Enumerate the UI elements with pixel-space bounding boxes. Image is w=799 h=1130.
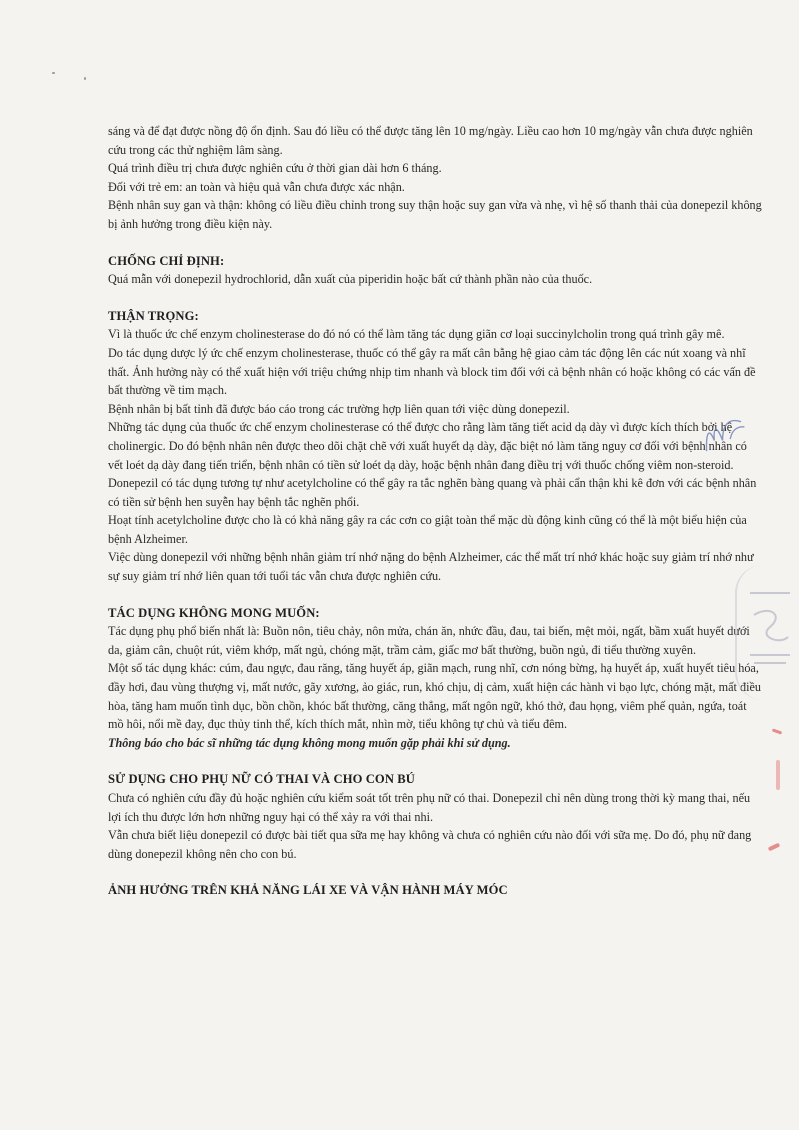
- section-heading-precautions: THẬN TRỌNG:: [108, 308, 199, 323]
- intro-paragraph: Đối với trẻ em: an toàn và hiệu quả vẫn chưa được xác nhận.: [108, 179, 405, 194]
- scan-speck: [84, 77, 86, 80]
- intro-paragraph: Bệnh nhân suy gan và thận: không có liều điều chỉnh trong suy thận hoặc suy gan vừa và nhẹ, vì hệ số thanh thải của donepezil không bị ảnh hưởng trong điều kiện này.: [108, 198, 762, 231]
- document-page: [108, 122, 763, 900]
- stamp-seal-icon: [740, 585, 796, 685]
- section-heading-pregnancy: SỬ DỤNG CHO PHỤ NỮ CÓ THAI VÀ CHO CON BÚ: [108, 772, 415, 787]
- precautions-paragraph: Donepezil có tác dụng tương tự như acetylcholine có thể gây ra tắc nghẽn bàng quang và phải cẩn thận khi kê đơn với các bệnh nhân có tiền sử bệnh hen suyễn hay bệnh tắc nghẽn phổi.: [108, 476, 757, 509]
- section-heading-side-effects: TÁC DỤNG KHÔNG MONG MUỐN:: [108, 605, 320, 620]
- section-heading-contraindications: CHỐNG CHỈ ĐỊNH:: [108, 253, 225, 268]
- red-stamp-fragment: [772, 728, 782, 734]
- intro-paragraph: Quá trình điều trị chưa được nghiên cứu ở thời gian dài hơn 6 tháng.: [108, 161, 442, 176]
- precautions-paragraph: Việc dùng donepezil với những bệnh nhân giảm trí nhớ nặng do bệnh Alzheimer, các thể mất trí nhớ khác hoặc suy giảm trí nhớ như sự suy giảm trí nhớ liên quan tới tuổi tác vẫn chưa được nghiên cứu.: [108, 550, 754, 584]
- side-effects-paragraph: Một số tác dụng khác: cúm, đau ngực, đau răng, tăng huyết áp, giãn mạch, rung nhĩ, cơn nóng bừng, hạ huyết áp, xuất huyết tiêu hóa, đầy hơi, đau vùng thượng vị, mất nước, gãy xương, ảo giác, run, khó chịu, dị cảm, xuất hiện các hành vi bạo lực, chóng mặt, mất điều hòa, tăng ham muốn tình dục, bồn chồn, khóc bất thường, căng thẳng, mất ngôn ngữ, khó thở, đau họng, viêm phế quản, ngứa, toát mồ hôi, nổi mề đay, đục thủy tinh thể, kích thích mắt, nhìn mờ, tiểu không tự chủ và tiểu đêm.: [108, 661, 761, 732]
- red-stamp-fragment: [776, 760, 780, 790]
- red-stamp-fragment: [768, 843, 781, 852]
- section-heading-driving: ẢNH HƯỞNG TRÊN KHẢ NĂNG LÁI XE VÀ VẬN HÀNH MÁY MÓC: [108, 883, 508, 898]
- side-effects-paragraph: Tác dụng phụ phổ biến nhất là: Buồn nôn, tiêu chảy, nôn mửa, chán ăn, nhức đầu, đau, tai biến, mệt mỏi, ngất, bầm xuất huyết dưới da, giảm cân, chuột rút, viêm khớp, mất ngủ, chóng mặt, trầm cảm, giấc mơ bất thường, buồn ngủ, đi tiểu thường xuyên.: [108, 624, 750, 657]
- pregnancy-paragraph: Chưa có nghiên cứu đầy đủ hoặc nghiên cứu kiểm soát tốt trên phụ nữ có thai. Donepezil chỉ nên dùng trong thời kỳ mang thai, nếu lợi ích thu được lớn hơn những nguy hại có thể xảy ra với thai nhi.: [108, 791, 751, 824]
- pregnancy-paragraph: Vẫn chưa biết liệu donepezil có được bài tiết qua sữa mẹ hay không và chưa có nghiên cứu nào đối với sữa mẹ. Do đó, phụ nữ đang dùng donepezil không nên cho con bú.: [108, 828, 752, 861]
- precautions-paragraph: Vì là thuốc ức chế enzym cholinesterase do đó nó có thể làm tăng tác dụng giãn cơ loại succinylcholin trong quá trình gây mê.: [108, 327, 725, 342]
- precautions-paragraph: Hoạt tính acetylcholine được cho là có khả năng gây ra các cơn co giật toàn thể mặc dù động kinh cũng có thể là một biểu hiện của bệnh Alzheimer.: [108, 513, 747, 546]
- precautions-paragraph: Những tác dụng của thuốc ức chế enzym cholinesterase có thể được cho rằng làm tăng tiết acid dạ dày vì được kích thích bởi hệ cholinergic. Do đó bệnh nhân nên được theo dõi chặt chẽ với xuất huyết dạ dày, đặc biệt nó làm tăng nguy cơ đối với bệnh nhân có vết loét dạ dày đang tiến triển, bệnh nhân có tiền sử loét dạ dày, hoặc bệnh nhân đang điều trị với thuốc chống viêm non-steroid.: [108, 420, 747, 472]
- scan-speck: [52, 72, 55, 74]
- contraindications-paragraph: Quá mẫn với donepezil hydrochlorid, dẫn xuất của piperidin hoặc bất cứ thành phần nào của thuốc.: [108, 272, 593, 287]
- intro-paragraph: sáng và để đạt được nồng độ ổn định. Sau đó liều có thể được tăng lên 10 mg/ngày. Liều cao hơn 10 mg/ngày vẫn chưa được nghiên cứu trong các thử nghiệm lâm sàng.: [108, 124, 753, 157]
- precautions-paragraph: Bệnh nhân bị bất tỉnh đã được báo cáo trong các trường hợp liên quan tới việc dùng donepezil.: [108, 401, 570, 416]
- side-effects-notice: Thông báo cho bác sĩ những tác dụng không mong muốn gặp phải khi sử dụng.: [108, 735, 511, 750]
- precautions-paragraph: Do tác dụng dược lý ức chế enzym cholinesterase, thuốc có thể gây ra mất cân bằng hệ giao cảm tác động lên các nút xoang và nhĩ thất. Ảnh hưởng này có thể xuất hiện với triệu chứng nhịp tim nhanh và block tim đối với cả bệnh nhân có hoặc không có các vấn đề bất thường về tim mạch.: [108, 345, 756, 398]
